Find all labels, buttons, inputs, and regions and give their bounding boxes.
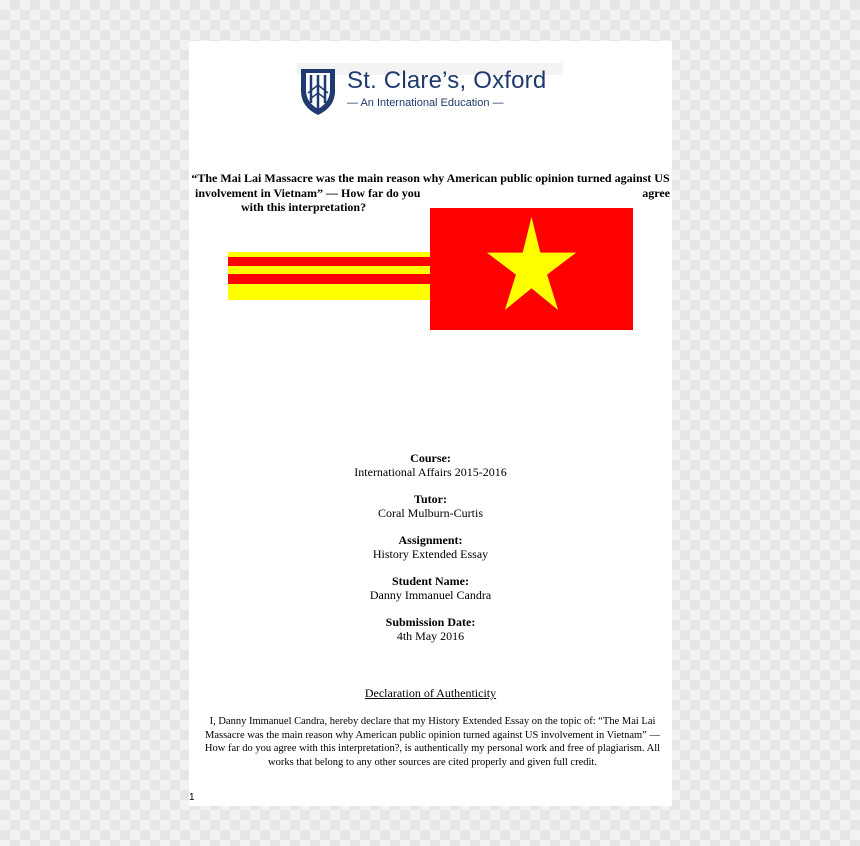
title-line-2-end: agree bbox=[642, 185, 670, 200]
course-label: Course: bbox=[410, 451, 451, 465]
assignment-block bbox=[189, 533, 672, 561]
title-line-2 bbox=[189, 186, 672, 201]
tutor-label: Tutor: bbox=[414, 492, 447, 506]
school-logo bbox=[297, 63, 563, 117]
cover-details bbox=[189, 451, 672, 656]
assignment-value: History Extended Essay bbox=[372, 547, 489, 561]
crest-icon bbox=[297, 63, 339, 117]
course-block bbox=[189, 451, 672, 479]
vietnam-flag bbox=[430, 208, 633, 330]
submission-date-block bbox=[189, 615, 672, 643]
south-vietnam-flag bbox=[228, 252, 430, 300]
submission-date-label: Submission Date: bbox=[385, 615, 476, 629]
course-value: International Affairs 2015-2016 bbox=[354, 465, 507, 479]
declaration-body: I, Danny Immanuel Candra, hereby declare that my History Extended Essay on the topic of: “The Mai Lai Massacre was the main reason why American public opinion turned against US involvement in Vietnam” — How far do you agree with this interpretation?, is authentically my personal work and free of plagiarism. All works that belong to any other sources are cited properly and given full credit. bbox=[204, 716, 661, 768]
title-line-3: with this interpretation? bbox=[241, 200, 367, 214]
title-line-2-start: involvement in Vietnam” — How far do you bbox=[195, 185, 421, 200]
star-icon bbox=[430, 208, 633, 330]
student-name-label: Student Name: bbox=[392, 574, 469, 588]
logo-tagline: — An International Education — bbox=[347, 97, 504, 109]
logo-name: St. Clare’s, Oxford bbox=[347, 67, 547, 94]
page-number: 1 bbox=[189, 792, 195, 803]
declaration-title: Declaration of Authenticity bbox=[364, 686, 497, 700]
student-name-block bbox=[189, 574, 672, 602]
title-line-1: “The Mai Lai Massacre was the main reason why American public opinion turned against US bbox=[191, 171, 670, 185]
tutor-block bbox=[189, 492, 672, 520]
submission-date-value: 4th May 2016 bbox=[396, 629, 465, 643]
student-name-value: Danny Immanuel Candra bbox=[369, 588, 492, 602]
document-page bbox=[189, 41, 672, 806]
assignment-label: Assignment: bbox=[398, 533, 463, 547]
tutor-value: Coral Mulburn-Curtis bbox=[378, 506, 483, 520]
